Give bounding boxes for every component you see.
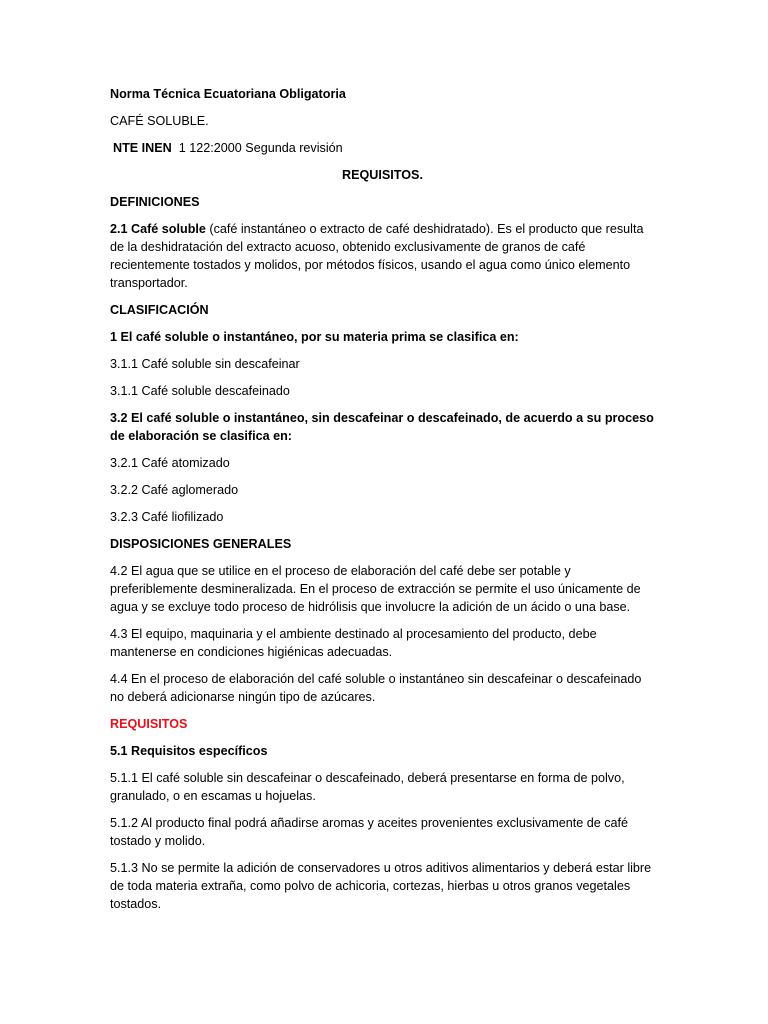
list-item: 3.2.1 Café atomizado xyxy=(110,456,230,470)
paragraph-4-2: 4.2 El agua que se utilice en el proceso de elaboración del café debe ser potable y preferiblemente desmineralizada. En el proceso de extracción se permite el uso únicamente de agua y se excluye todo proceso de hidrólisis que involucre la adición de un ácido o una base. xyxy=(110,564,641,614)
definition-2-1-term: 2.1 Café soluble xyxy=(110,222,206,236)
definiciones-heading: DEFINICIONES xyxy=(110,195,200,209)
paragraph-4-4: 4.4 En el proceso de elaboración del café soluble o instantáneo sin descafeinar o descafeinado no deberá adicionarse ningún tipo de azúcares. xyxy=(110,672,642,704)
paragraph-5-1-1: 5.1.1 El café soluble sin descafeinar o descafeinado, deberá presentarse en forma de polvo, granulado, o en escamas u hojuelas. xyxy=(110,771,625,803)
requisitos-subheading: 5.1 Requisitos específicos xyxy=(110,744,268,758)
disposiciones-heading: DISPOSICIONES GENERALES xyxy=(110,537,292,551)
document-title: Norma Técnica Ecuatoriana Obligatoria xyxy=(110,87,346,101)
definition-2-1-text: (café instantáneo o extracto de café deshidratado). Es el producto que resulta de la deshidratación del extracto acuoso, obtenido exclusivamente de granos de café recientemente tostados y molidos, por métodos físicos, usando el agua como único elemento transportador. xyxy=(110,222,644,290)
definition-2-1 xyxy=(110,220,655,292)
main-heading: REQUISITOS. xyxy=(342,168,423,182)
document-subtitle: CAFÉ SOLUBLE. xyxy=(110,114,209,128)
list-item: 3.1.1 Café soluble descafeinado xyxy=(110,384,290,398)
clasificacion-heading: CLASIFICACIÓN xyxy=(110,303,209,317)
list-item: 3.2.2 Café aglomerado xyxy=(110,483,239,497)
clasificacion-paragraph-3-2: 3.2 El café soluble o instantáneo, sin descafeinar o descafeinado, de acuerdo a su proceso de elaboración se clasifica en: xyxy=(110,411,654,443)
clasificacion-paragraph-1: 1 El café soluble o instantáneo, por su materia prima se clasifica en: xyxy=(110,330,519,344)
standard-code-value: 1 122:2000 Segunda revisión xyxy=(178,141,343,155)
standard-code xyxy=(110,139,655,157)
document-page xyxy=(110,85,655,922)
list-item: 3.1.1 Café soluble sin descafeinar xyxy=(110,357,300,371)
list-item: 3.2.3 Café liofilizado xyxy=(110,510,224,524)
paragraph-5-1-3: 5.1.3 No se permite la adición de conservadores u otros aditivos alimentarios y deberá estar libre de toda materia extraña, como polvo de achicoria, cortezas, hierbas u otros granos vegetales tostados. xyxy=(110,861,652,911)
requisitos-heading: REQUISITOS xyxy=(110,717,188,731)
paragraph-4-3: 4.3 El equipo, maquinaria y el ambiente destinado al procesamiento del producto, debe mantenerse en condiciones higiénicas adecuadas. xyxy=(110,627,597,659)
standard-code-label: NTE INEN xyxy=(113,141,172,155)
paragraph-5-1-2: 5.1.2 Al producto final podrá añadirse aromas y aceites provenientes exclusivamente de café tostado y molido. xyxy=(110,816,629,848)
